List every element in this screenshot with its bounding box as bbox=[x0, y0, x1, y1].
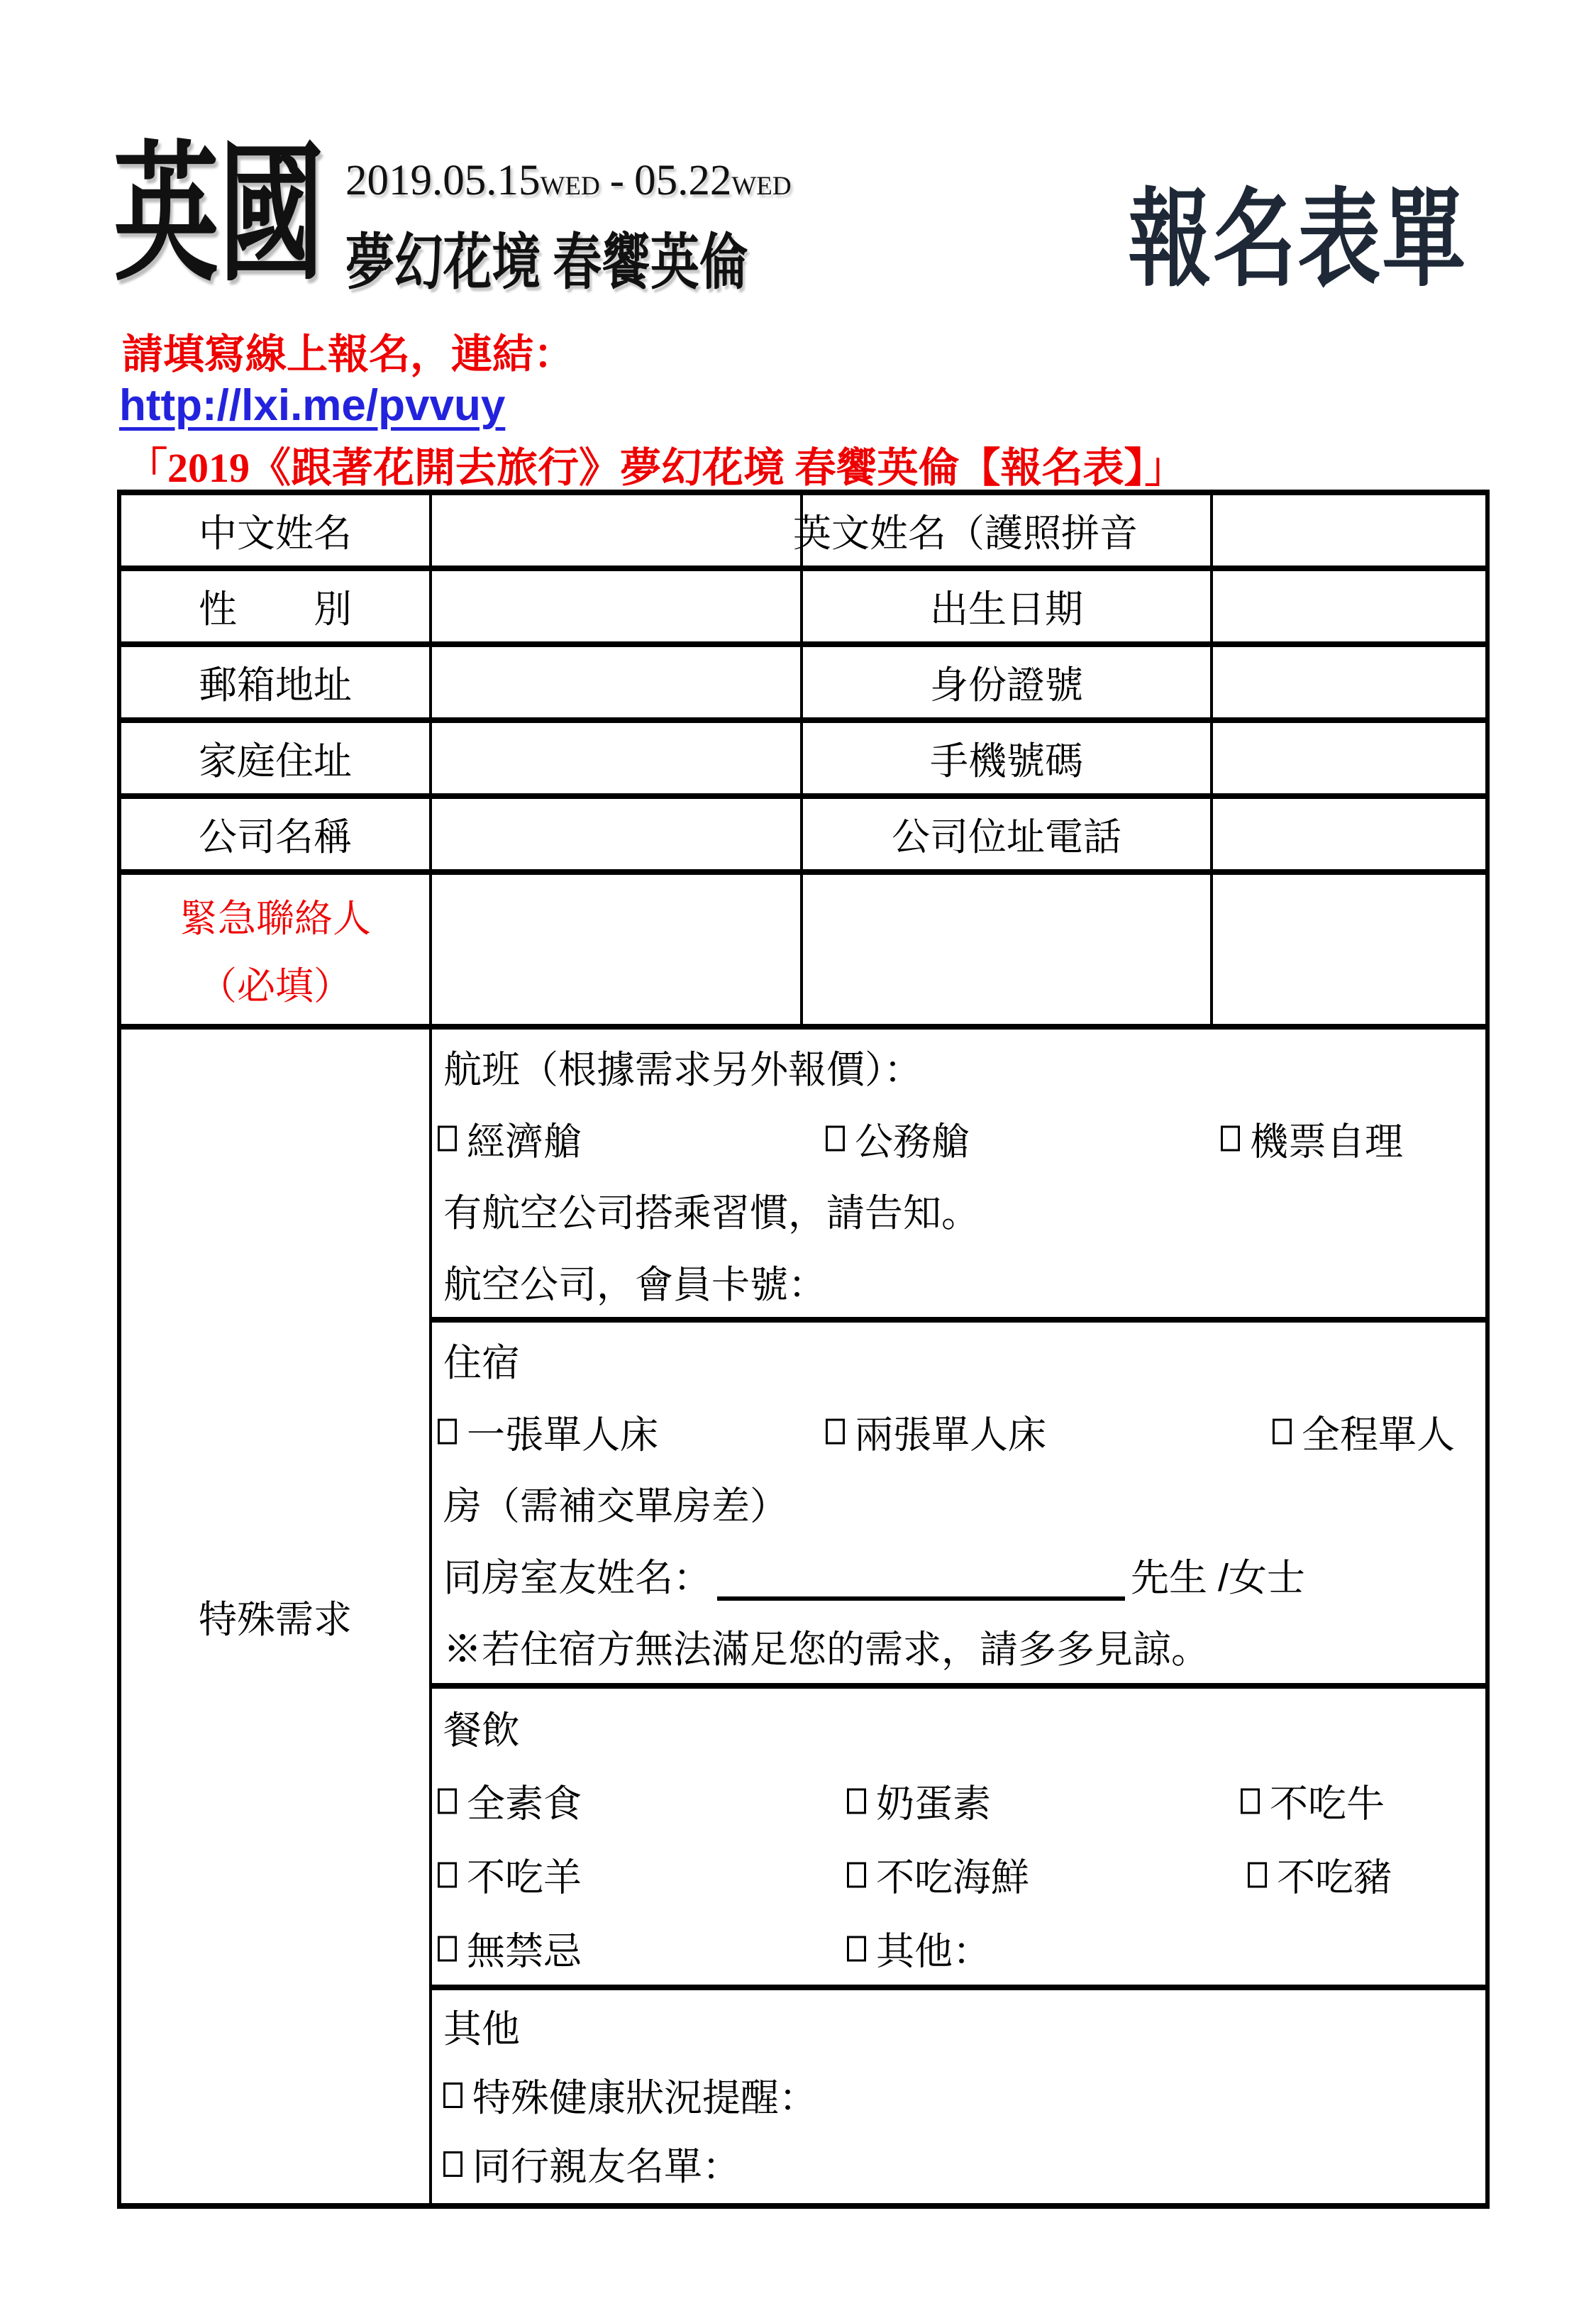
meal-options-row3 bbox=[432, 1911, 1485, 1985]
option-no-beef: 不吃牛 bbox=[1241, 1774, 1385, 1828]
label-chinese-name: 中文姓名 bbox=[121, 495, 432, 571]
checkbox-icon bbox=[847, 1936, 866, 1961]
input-cell-emergency-2 bbox=[803, 875, 1213, 1030]
emergency-contact-text: 緊急聯絡人 bbox=[179, 897, 371, 940]
country-title: 英國 bbox=[113, 132, 324, 299]
checkbox-icon bbox=[443, 2151, 462, 2177]
flight-airline-note: 有航空公司搭乘習慣，請告知。 bbox=[443, 1192, 980, 1235]
lodging-title: 住宿 bbox=[443, 1342, 520, 1384]
lodging-single-room-wrap: 房（需補交單房差） bbox=[443, 1485, 788, 1528]
label-email-address: 郵箱地址 bbox=[121, 647, 432, 723]
meal-options-row1 bbox=[432, 1764, 1485, 1838]
input-cell-mobile-number bbox=[1213, 723, 1485, 799]
flight-title: 航班（根據需求另外報價）： bbox=[443, 1049, 922, 1091]
date-start: 2019.05.15 bbox=[345, 157, 541, 204]
table-row-company bbox=[121, 799, 1485, 875]
flight-member-card-line: 航空公司，會員卡號： bbox=[443, 1264, 826, 1306]
lodging-section bbox=[432, 1323, 1485, 1689]
checkbox-icon bbox=[438, 1126, 457, 1152]
label-company-name: 公司名稱 bbox=[121, 799, 432, 875]
option-economy-class: 經濟艙 bbox=[438, 1111, 582, 1166]
lodging-options bbox=[432, 1396, 1485, 1467]
table-row-special-needs bbox=[121, 1030, 1485, 2203]
table-row-emergency-contact bbox=[121, 875, 1485, 1030]
checkbox-icon bbox=[438, 1788, 457, 1814]
option-own-ticket: 機票自理 bbox=[1221, 1111, 1403, 1166]
special-needs-content bbox=[432, 1030, 1485, 2203]
checkbox-icon bbox=[1273, 1419, 1292, 1445]
option-health-condition: 特殊健康狀況提醒： bbox=[432, 2060, 1485, 2129]
label-english-name: 英文姓名（護照拼音 bbox=[803, 495, 1213, 571]
label-emergency-contact bbox=[121, 875, 432, 1030]
option-no-lamb: 不吃羊 bbox=[438, 1848, 582, 1902]
checkbox-icon bbox=[826, 1126, 845, 1152]
checkbox-icon bbox=[847, 1862, 866, 1887]
table-row-email-id bbox=[121, 647, 1485, 723]
checkbox-icon bbox=[443, 2082, 462, 2108]
checkbox-icon bbox=[847, 1788, 866, 1814]
online-signup-instruction: 請填寫線上報名，連結： bbox=[122, 331, 575, 377]
date-separator: - bbox=[609, 157, 625, 204]
flight-options bbox=[432, 1103, 1485, 1174]
input-cell-email-address bbox=[432, 647, 803, 723]
input-cell-gender bbox=[432, 571, 803, 647]
label-birthdate: 出生日期 bbox=[803, 571, 1213, 647]
roommate-suffix: 先生 /女士 bbox=[1131, 1557, 1306, 1599]
meal-section bbox=[432, 1689, 1485, 1990]
label-home-address: 家庭住址 bbox=[121, 723, 432, 799]
date-start-day: WED bbox=[540, 172, 600, 201]
label-id-number: 身份證號 bbox=[803, 647, 1213, 723]
label-special-needs: 特殊需求 bbox=[121, 1030, 432, 2203]
lodging-note: ※若住宿方無法滿足您的需求，請多多見諒。 bbox=[443, 1628, 1209, 1671]
registration-table bbox=[117, 490, 1490, 2209]
option-companion-list: 同行親友名單： bbox=[432, 2129, 1485, 2198]
form-name-heading: 「2019《跟著花開去旅行》夢幻花境 春饗英倫【報名表】」 bbox=[126, 445, 1186, 491]
table-row-name bbox=[121, 495, 1485, 571]
roommate-label: 同房室友姓名： bbox=[443, 1557, 711, 1599]
checkbox-icon bbox=[826, 1419, 845, 1445]
checkbox-icon bbox=[1221, 1126, 1240, 1152]
input-cell-english-name bbox=[1213, 495, 1485, 571]
roommate-line bbox=[432, 1539, 1485, 1611]
other-title: 其他 bbox=[443, 2008, 520, 2051]
option-single-room: 全程單人 bbox=[1273, 1404, 1455, 1459]
date-end: 05.22 bbox=[634, 157, 732, 204]
input-cell-chinese-name bbox=[432, 495, 803, 571]
option-no-restriction: 無禁忌 bbox=[438, 1921, 582, 1976]
option-business-class: 公務艙 bbox=[826, 1111, 970, 1166]
checkbox-icon bbox=[438, 1862, 457, 1887]
option-one-single-bed: 一張單人床 bbox=[438, 1404, 658, 1459]
input-cell-home-address bbox=[432, 723, 803, 799]
option-no-seafood: 不吃海鮮 bbox=[847, 1848, 1029, 1902]
meal-title: 餐飲 bbox=[443, 1709, 520, 1752]
input-cell-company-name bbox=[432, 799, 803, 875]
other-section bbox=[432, 1990, 1485, 2203]
emergency-contact-required-text: （必填） bbox=[199, 965, 352, 1008]
label-company-address-phone: 公司位址電話 bbox=[803, 799, 1213, 875]
checkbox-icon bbox=[438, 1419, 457, 1445]
input-cell-emergency-1 bbox=[432, 875, 803, 1030]
label-mobile-number: 手機號碼 bbox=[803, 723, 1213, 799]
input-cell-id-number bbox=[1213, 647, 1485, 723]
label-gender: 性 別 bbox=[121, 571, 432, 647]
page-title: 報名表單 bbox=[1128, 182, 1467, 299]
option-two-single-beds: 兩張單人床 bbox=[826, 1404, 1046, 1459]
table-row-address-phone bbox=[121, 723, 1485, 799]
input-cell-company-address-phone bbox=[1213, 799, 1485, 875]
option-vegan: 全素食 bbox=[438, 1774, 582, 1828]
checkbox-icon bbox=[1248, 1862, 1267, 1887]
tour-dates bbox=[345, 156, 792, 206]
input-cell-emergency-3 bbox=[1213, 875, 1485, 1030]
registration-link[interactable]: http://lxi.me/pvvuy bbox=[119, 381, 506, 430]
flight-section bbox=[432, 1030, 1485, 1323]
checkbox-icon bbox=[438, 1936, 457, 1961]
roommate-name-blank bbox=[717, 1589, 1125, 1601]
option-meal-other: 其他： bbox=[847, 1921, 991, 1976]
option-no-pork: 不吃豬 bbox=[1248, 1848, 1392, 1902]
tour-subtitle: 夢幻花境 春饗英倫 bbox=[345, 228, 748, 297]
meal-options-row2 bbox=[432, 1838, 1485, 1911]
input-cell-birthdate bbox=[1213, 571, 1485, 647]
table-row-gender-birth bbox=[121, 571, 1485, 647]
checkbox-icon bbox=[1241, 1788, 1260, 1814]
option-lacto-ovo: 奶蛋素 bbox=[847, 1774, 991, 1828]
date-end-day: WED bbox=[731, 172, 792, 201]
